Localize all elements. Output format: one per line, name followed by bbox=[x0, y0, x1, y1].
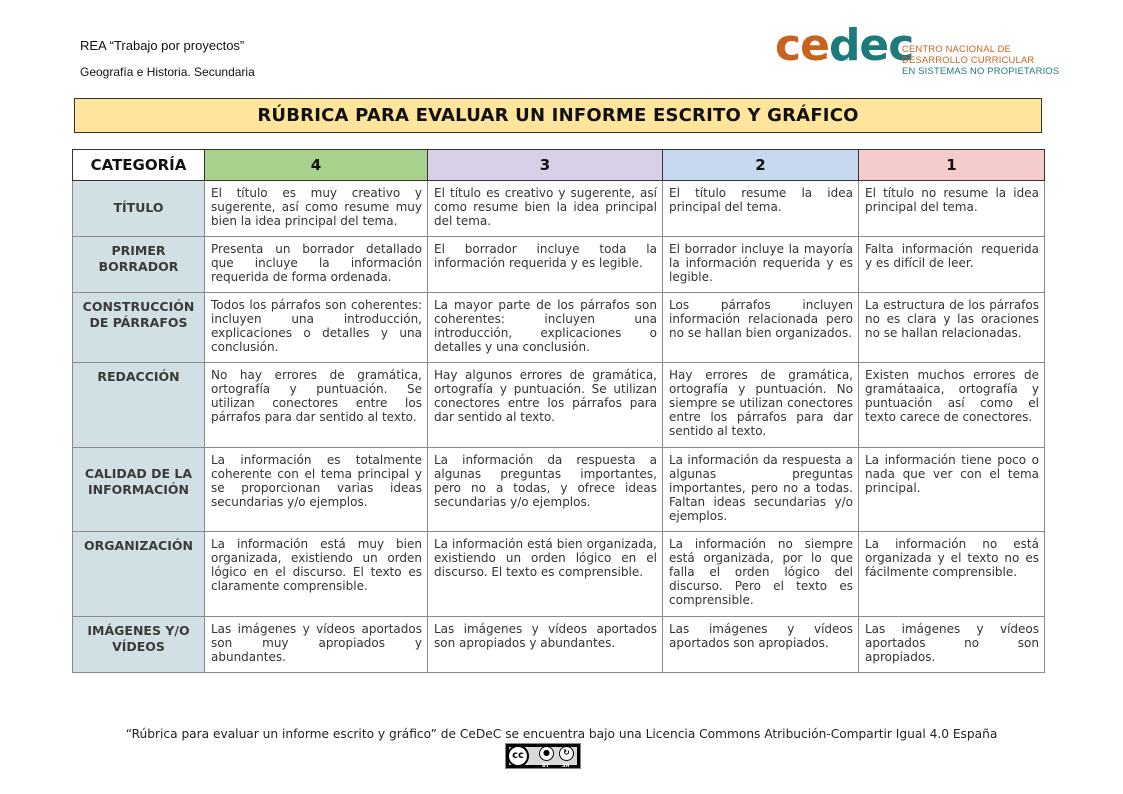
header-score-2: 2 bbox=[663, 150, 859, 181]
table-cell: El borrador incluye la mayoría la información requerida y es legible. bbox=[663, 237, 859, 293]
table-cell: La información está bien organizada, existiendo un orden lógico en el discurso. El texto es comprensible. bbox=[428, 532, 663, 617]
table-cell: La mayor parte de los párrafos son coherentes: incluyen una introducción, explicaciones o detalles y una conclusión. bbox=[428, 293, 663, 363]
row-category: REDACCIÓN bbox=[73, 363, 205, 448]
table-row bbox=[73, 532, 1045, 617]
cc-license-badge[interactable] bbox=[505, 743, 581, 769]
license-text: “Rúbrica para evaluar un informe escrito y gráfico” de CeDeC se encuentra bajo una Licencia Commons Atribución-Compartir Igual 4.0 España bbox=[125, 727, 998, 741]
sa-label: SA bbox=[562, 763, 570, 769]
by-attribution-icon: ● bbox=[539, 746, 554, 761]
table-row bbox=[73, 181, 1045, 237]
table-cell: Las imágenes y vídeos aportados son apropiados y abundantes. bbox=[428, 617, 663, 673]
cc-icon: cc bbox=[507, 745, 529, 767]
table-cell: El título no resume la idea principal del tema. bbox=[859, 181, 1045, 237]
table-row bbox=[73, 448, 1045, 532]
table-row bbox=[73, 617, 1045, 673]
row-category: TÍTULO bbox=[73, 181, 205, 237]
row-category: IMÁGENES Y/O VÍDEOS bbox=[73, 617, 205, 673]
table-cell: El título resume la idea principal del tema. bbox=[663, 181, 859, 237]
table-cell: Hay algunos errores de gramática, ortografía y puntuación. Se utilizan conectores entre los párrafos para dar sentido al texto. bbox=[428, 363, 663, 448]
table-cell: La información es totalmente coherente con el tema principal y se proporcionan varias ideas secundarias y/o ejemplos. bbox=[205, 448, 428, 532]
table-cell: La estructura de los párrafos no es clara y las oraciones no se hallan relacionadas. bbox=[859, 293, 1045, 363]
header-category: CATEGORÍA bbox=[73, 150, 205, 181]
table-cell: La información tiene poco o nada que ver con el tema principal. bbox=[859, 448, 1045, 532]
table-cell: Las imágenes y vídeos aportados son muy apropiados y abundantes. bbox=[205, 617, 428, 673]
header-score-3: 3 bbox=[428, 150, 663, 181]
table-cell: Falta información requerida y es difícil de leer. bbox=[859, 237, 1045, 293]
table-cell: El borrador incluye toda la información requerida y es legible. bbox=[428, 237, 663, 293]
table-header-row bbox=[73, 150, 1045, 181]
table-cell: Todos los párrafos son coherentes: incluyen una introducción, explicaciones o detalles y una conclusión. bbox=[205, 293, 428, 363]
table-cell: Las imágenes y vídeos aportados no son apropiados. bbox=[859, 617, 1045, 673]
table-cell: Las imágenes y vídeos aportados son apropiados. bbox=[663, 617, 859, 673]
by-label: BY bbox=[542, 763, 550, 769]
row-category: CONSTRUCCIÓN DE PÁRRAFOS bbox=[73, 293, 205, 363]
document-subject: Geografía e Historia. Secundaria bbox=[80, 65, 255, 79]
document-source: REA “Trabajo por proyectos” bbox=[80, 38, 245, 53]
rubric-table bbox=[72, 149, 1045, 673]
table-cell: El título es muy creativo y sugerente, así como resume muy bien la idea principal del tema. bbox=[205, 181, 428, 237]
table-row bbox=[73, 363, 1045, 448]
page-title: RÚBRICA PARA EVALUAR UN INFORME ESCRITO Y GRÁFICO bbox=[74, 98, 1042, 133]
row-category: CALIDAD DE LA INFORMACIÓN bbox=[73, 448, 205, 532]
row-category: PRIMER BORRADOR bbox=[73, 237, 205, 293]
table-row bbox=[73, 293, 1045, 363]
header-score-1: 1 bbox=[859, 150, 1045, 181]
table-cell: No hay errores de gramática, ortografía y puntuación. Se utilizan conectores entre los párrafos para dar sentido al texto. bbox=[205, 363, 428, 448]
table-cell: Hay errores de gramática, ortografía y puntuación. No siempre se utilizan conectores entre los párrafos para dar sentido al texto. bbox=[663, 363, 859, 448]
table-cell: La información da respuesta a algunas preguntas importantes, pero no a todas. Faltan ideas secundarias y/o ejemplos. bbox=[663, 448, 859, 532]
table-cell: Presenta un borrador detallado que incluye la información requerida de forma ordenada. bbox=[205, 237, 428, 293]
table-cell: Los párrafos incluyen información relacionada pero no se hallan bien organizados. bbox=[663, 293, 859, 363]
table-cell: Existen muchos errores de gramátaaica, ortografía y puntuación así como el texto carece de conectores. bbox=[859, 363, 1045, 448]
cedec-logo-wordmark: cedec bbox=[775, 20, 914, 71]
table-row bbox=[73, 237, 1045, 293]
row-category: ORGANIZACIÓN bbox=[73, 532, 205, 617]
header-score-4: 4 bbox=[205, 150, 428, 181]
table-cell: La información no está organizada y el texto no es fácilmente comprensible. bbox=[859, 532, 1045, 617]
table-cell: La información da respuesta a algunas preguntas importantes, pero no a todas, y ofrece ideas secundarias y/o ejemplos. bbox=[428, 448, 663, 532]
sa-share-alike-icon: ↻ bbox=[559, 746, 574, 761]
table-cell: El título es creativo y sugerente, así como resume bien la idea principal del tema. bbox=[428, 181, 663, 237]
table-cell: La información no siempre está organizada, por lo que falla el orden lógico del discurso. Pero el texto es comprensible. bbox=[663, 532, 859, 617]
cedec-logo bbox=[775, 20, 1060, 79]
table-cell: La información está muy bien organizada, existiendo un orden lógico en el discurso. El texto es claramente comprensible. bbox=[205, 532, 428, 617]
cedec-logo-subtitle: CENTRO NACIONAL DE DESARROLLO CURRICULAR EN SISTEMAS NO PROPIETARIOS bbox=[902, 43, 1060, 76]
